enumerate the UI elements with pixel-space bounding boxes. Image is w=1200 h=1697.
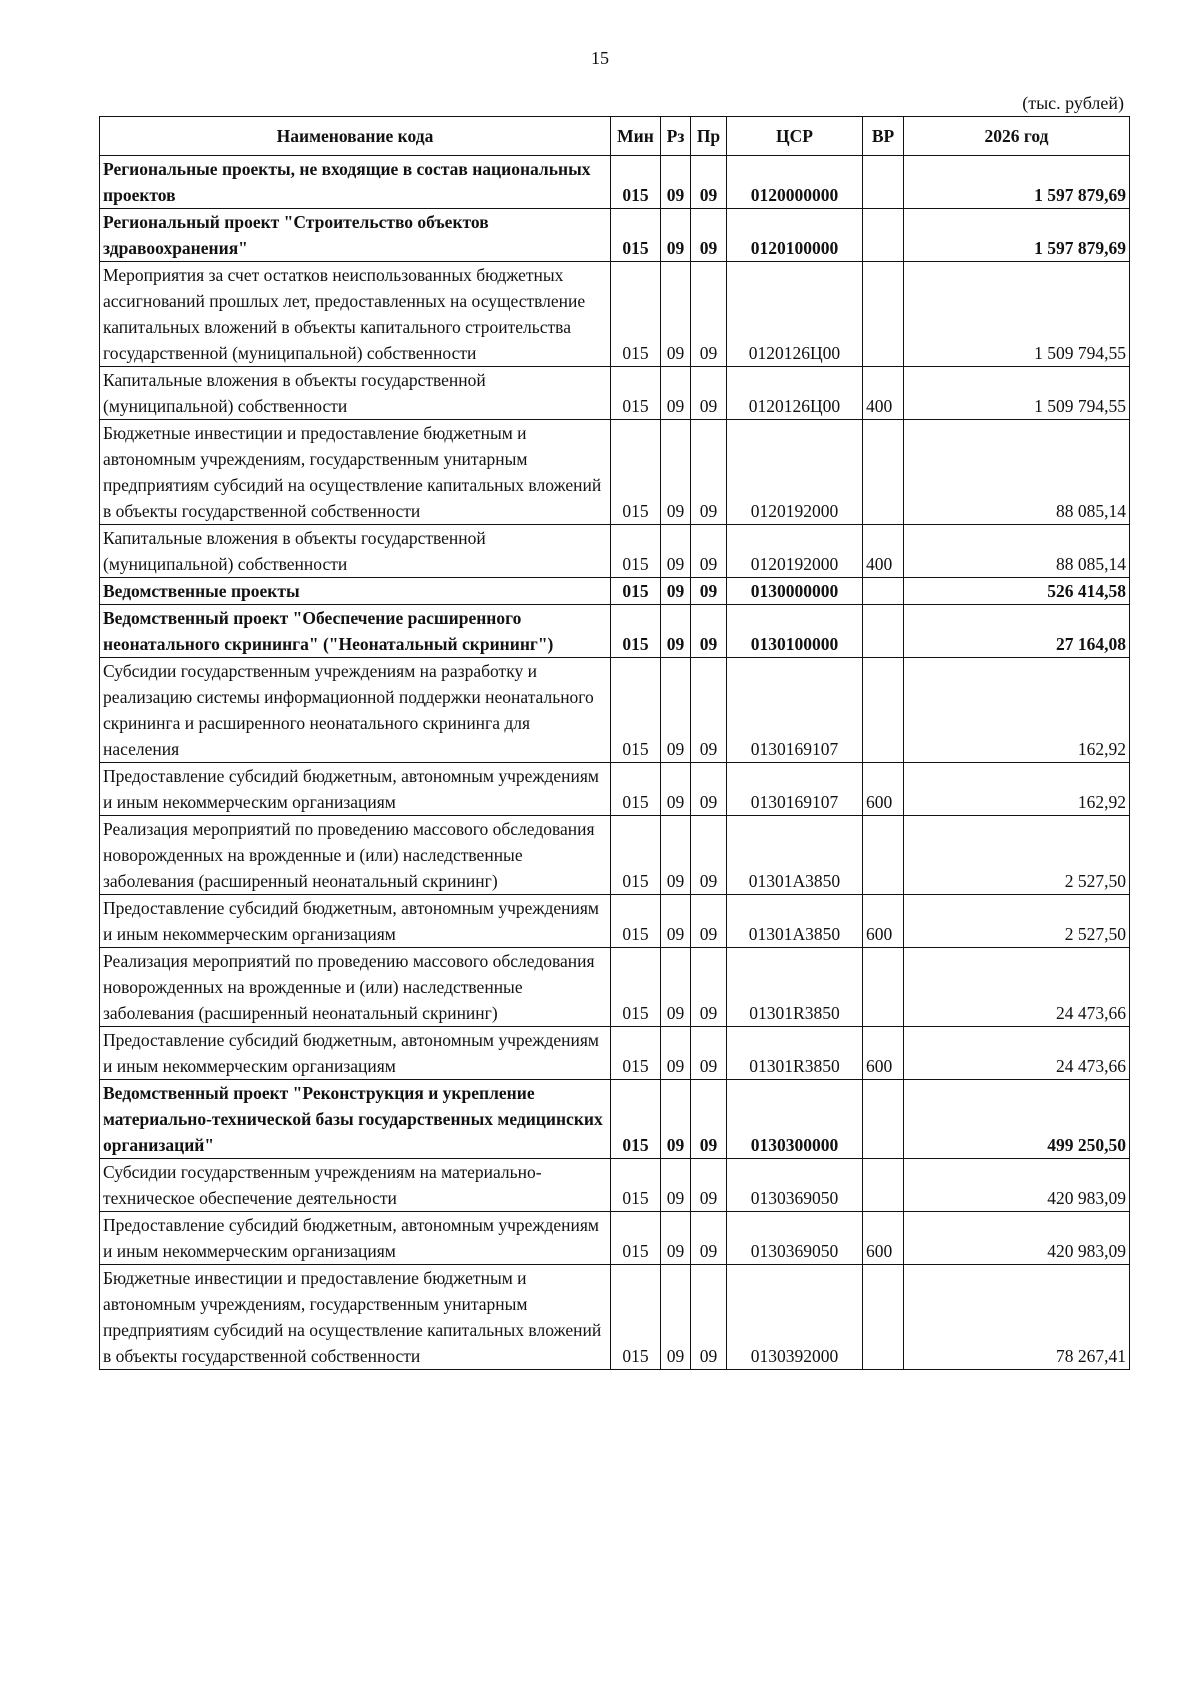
row-sum: 162,92 xyxy=(904,658,1130,763)
row-sum: 499 250,50 xyxy=(904,1080,1130,1159)
row-name: Бюджетные инвестиции и предоставление бюджетным и автономным учреждениям, государственным унитарным предприятиям субсидий на осуществление капитальных вложений в объекты государственной собственности xyxy=(100,420,611,525)
row-csr: 0120100000 xyxy=(727,209,863,262)
row-csr: 0130392000 xyxy=(727,1265,863,1370)
table-row xyxy=(100,763,1130,816)
row-pr: 09 xyxy=(691,895,727,948)
row-name: Предоставление субсидий бюджетным, автономным учреждениям и иным некоммерческим организациям xyxy=(100,763,611,816)
row-pr: 09 xyxy=(691,1080,727,1159)
row-sum: 526 414,58 xyxy=(904,578,1130,605)
row-csr: 01301А3850 xyxy=(727,895,863,948)
row-pr: 09 xyxy=(691,763,727,816)
row-vr xyxy=(863,262,904,367)
row-rz: 09 xyxy=(661,605,691,658)
row-csr: 0130100000 xyxy=(727,605,863,658)
row-sum: 1 597 879,69 xyxy=(904,156,1130,209)
row-vr: 600 xyxy=(863,895,904,948)
row-name: Капитальные вложения в объекты государственной (муниципальной) собственности xyxy=(100,367,611,420)
row-sum: 162,92 xyxy=(904,763,1130,816)
row-vr xyxy=(863,1265,904,1370)
row-pr: 09 xyxy=(691,1265,727,1370)
row-pr: 09 xyxy=(691,816,727,895)
table-row xyxy=(100,367,1130,420)
row-min: 015 xyxy=(611,816,661,895)
row-sum: 2 527,50 xyxy=(904,895,1130,948)
row-vr xyxy=(863,816,904,895)
row-pr: 09 xyxy=(691,605,727,658)
table-row xyxy=(100,578,1130,605)
header-min: Мин xyxy=(611,117,661,156)
row-pr: 09 xyxy=(691,1027,727,1080)
row-sum: 78 267,41 xyxy=(904,1265,1130,1370)
table-row xyxy=(100,262,1130,367)
table-body xyxy=(100,156,1130,1370)
row-vr: 400 xyxy=(863,367,904,420)
row-rz: 09 xyxy=(661,156,691,209)
row-pr: 09 xyxy=(691,262,727,367)
row-csr: 0130169107 xyxy=(727,763,863,816)
row-name: Ведомственный проект "Реконструкция и укрепление материально-технической базы государственных медицинских организаций" xyxy=(100,1080,611,1159)
row-min: 015 xyxy=(611,156,661,209)
row-min: 015 xyxy=(611,605,661,658)
row-csr: 01301R3850 xyxy=(727,948,863,1027)
row-csr: 01301R3850 xyxy=(727,1027,863,1080)
row-min: 015 xyxy=(611,658,661,763)
row-min: 015 xyxy=(611,420,661,525)
row-vr: 400 xyxy=(863,525,904,578)
row-pr: 09 xyxy=(691,578,727,605)
row-name: Капитальные вложения в объекты государственной (муниципальной) собственности xyxy=(100,525,611,578)
row-min: 015 xyxy=(611,763,661,816)
row-csr: 0130369050 xyxy=(727,1212,863,1265)
table-row xyxy=(100,658,1130,763)
table-row xyxy=(100,420,1130,525)
row-name: Ведомственные проекты xyxy=(100,578,611,605)
row-min: 015 xyxy=(611,525,661,578)
page-number: 15 xyxy=(591,48,609,68)
row-pr: 09 xyxy=(691,948,727,1027)
table-row xyxy=(100,948,1130,1027)
row-name: Предоставление субсидий бюджетным, автономным учреждениям и иным некоммерческим организациям xyxy=(100,895,611,948)
row-rz: 09 xyxy=(661,1212,691,1265)
row-rz: 09 xyxy=(661,209,691,262)
row-sum: 88 085,14 xyxy=(904,420,1130,525)
row-min: 015 xyxy=(611,1027,661,1080)
row-name: Реализация мероприятий по проведению массового обследования новорожденных на врожденные и (или) наследственные заболевания (расширенный неонатальный скрининг) xyxy=(100,816,611,895)
row-min: 015 xyxy=(611,948,661,1027)
row-rz: 09 xyxy=(661,658,691,763)
row-sum: 420 983,09 xyxy=(904,1159,1130,1212)
table-row xyxy=(100,816,1130,895)
row-csr: 0130300000 xyxy=(727,1080,863,1159)
row-csr: 0120192000 xyxy=(727,420,863,525)
row-rz: 09 xyxy=(661,262,691,367)
row-sum: 88 085,14 xyxy=(904,525,1130,578)
row-name: Реализация мероприятий по проведению массового обследования новорожденных на врожденные и (или) наследственные заболевания (расширенный неонатальный скрининг) xyxy=(100,948,611,1027)
table-header-row xyxy=(100,117,1130,156)
row-rz: 09 xyxy=(661,367,691,420)
table-row xyxy=(100,156,1130,209)
row-vr xyxy=(863,605,904,658)
table-row xyxy=(100,1080,1130,1159)
row-sum: 1 597 879,69 xyxy=(904,209,1130,262)
row-sum: 1 509 794,55 xyxy=(904,262,1130,367)
row-vr xyxy=(863,1159,904,1212)
row-sum: 27 164,08 xyxy=(904,605,1130,658)
row-rz: 09 xyxy=(661,1265,691,1370)
row-vr: 600 xyxy=(863,1212,904,1265)
row-rz: 09 xyxy=(661,525,691,578)
row-sum: 1 509 794,55 xyxy=(904,367,1130,420)
row-name: Субсидии государственным учреждениям на материально-техническое обеспечение деятельности xyxy=(100,1159,611,1212)
row-name: Региональный проект "Строительство объектов здравоохранения" xyxy=(100,209,611,262)
row-rz: 09 xyxy=(661,578,691,605)
row-csr: 0120126Ц00 xyxy=(727,367,863,420)
row-csr: 0120126Ц00 xyxy=(727,262,863,367)
header-name: Наименование кода xyxy=(100,117,611,156)
row-csr: 0120000000 xyxy=(727,156,863,209)
row-vr xyxy=(863,156,904,209)
row-pr: 09 xyxy=(691,420,727,525)
table-row xyxy=(100,1027,1130,1080)
row-rz: 09 xyxy=(661,948,691,1027)
row-name: Региональные проекты, не входящие в состав национальных проектов xyxy=(100,156,611,209)
header-pr: Пр xyxy=(691,117,727,156)
table-row xyxy=(100,895,1130,948)
row-csr: 0130000000 xyxy=(727,578,863,605)
row-rz: 09 xyxy=(661,420,691,525)
row-min: 015 xyxy=(611,1159,661,1212)
row-pr: 09 xyxy=(691,209,727,262)
row-csr: 0120192000 xyxy=(727,525,863,578)
header-csr: ЦСР xyxy=(727,117,863,156)
row-rz: 09 xyxy=(661,763,691,816)
row-rz: 09 xyxy=(661,816,691,895)
row-csr: 0130369050 xyxy=(727,1159,863,1212)
table-row xyxy=(100,605,1130,658)
row-rz: 09 xyxy=(661,1027,691,1080)
row-pr: 09 xyxy=(691,1159,727,1212)
row-name: Предоставление субсидий бюджетным, автономным учреждениям и иным некоммерческим организациям xyxy=(100,1027,611,1080)
row-sum: 24 473,66 xyxy=(904,1027,1130,1080)
row-min: 015 xyxy=(611,578,661,605)
row-sum: 24 473,66 xyxy=(904,948,1130,1027)
row-csr: 0130169107 xyxy=(727,658,863,763)
table-row xyxy=(100,209,1130,262)
row-name: Бюджетные инвестиции и предоставление бюджетным и автономным учреждениям, государственным унитарным предприятиям субсидий на осуществление капитальных вложений в объекты государственной собственности xyxy=(100,1265,611,1370)
table-row xyxy=(100,525,1130,578)
row-name: Мероприятия за счет остатков неиспользованных бюджетных ассигнований прошлых лет, предоставленных на осуществление капитальных вложений в объекты капитального строительства государственной (муниципальной) собственности xyxy=(100,262,611,367)
row-vr: 600 xyxy=(863,763,904,816)
header-vr: ВР xyxy=(863,117,904,156)
row-pr: 09 xyxy=(691,156,727,209)
units-label: (тыс. рублей) xyxy=(1022,93,1124,113)
row-sum: 420 983,09 xyxy=(904,1212,1130,1265)
table-row xyxy=(100,1159,1130,1212)
row-min: 015 xyxy=(611,1212,661,1265)
row-vr xyxy=(863,420,904,525)
header-year: 2026 год xyxy=(904,117,1130,156)
header-rz: Рз xyxy=(661,117,691,156)
row-csr: 01301А3850 xyxy=(727,816,863,895)
table-row xyxy=(100,1265,1130,1370)
row-vr xyxy=(863,1080,904,1159)
row-pr: 09 xyxy=(691,1212,727,1265)
row-min: 015 xyxy=(611,262,661,367)
row-sum: 2 527,50 xyxy=(904,816,1130,895)
row-rz: 09 xyxy=(661,1080,691,1159)
row-min: 015 xyxy=(611,1265,661,1370)
row-rz: 09 xyxy=(661,895,691,948)
row-name: Предоставление субсидий бюджетным, автономным учреждениям и иным некоммерческим организациям xyxy=(100,1212,611,1265)
row-pr: 09 xyxy=(691,525,727,578)
budget-table xyxy=(99,116,1130,1370)
row-min: 015 xyxy=(611,895,661,948)
row-min: 015 xyxy=(611,209,661,262)
row-pr: 09 xyxy=(691,658,727,763)
row-vr xyxy=(863,658,904,763)
table-row xyxy=(100,1212,1130,1265)
row-rz: 09 xyxy=(661,1159,691,1212)
row-name: Субсидии государственным учреждениям на разработку и реализацию системы информационной поддержки неонатального скрининга и расширенного неонатального скрининга для населения xyxy=(100,658,611,763)
row-name: Ведомственный проект "Обеспечение расширенного неонатального скрининга" ("Неонатальный скрининг") xyxy=(100,605,611,658)
row-pr: 09 xyxy=(691,367,727,420)
row-vr xyxy=(863,209,904,262)
row-vr xyxy=(863,948,904,1027)
row-min: 015 xyxy=(611,367,661,420)
row-vr xyxy=(863,578,904,605)
row-min: 015 xyxy=(611,1080,661,1159)
row-vr: 600 xyxy=(863,1027,904,1080)
